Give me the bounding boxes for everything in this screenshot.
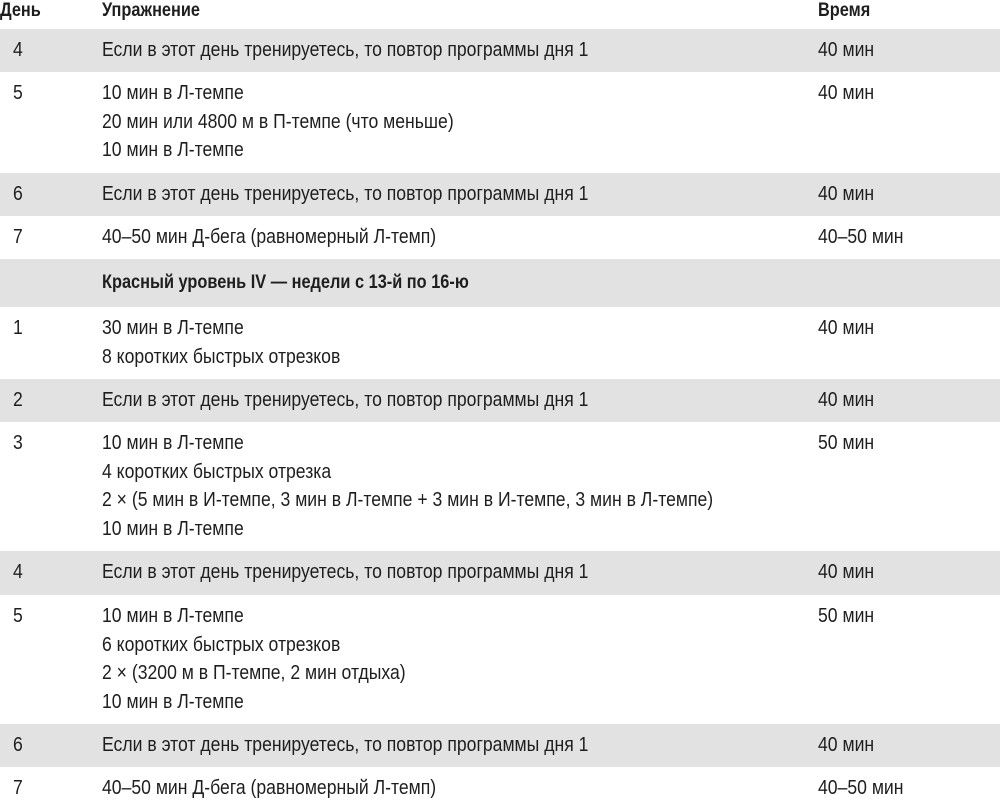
time-cell: 40 мин <box>818 39 875 61</box>
exercise-line: 10 мин в Л-темпе <box>102 691 244 714</box>
header-exercise: Упражнение <box>102 0 201 21</box>
exercise-line: Если в этот день тренируетесь, то повтор программы дня 1 <box>102 561 589 583</box>
day-cell: 7 <box>13 226 23 248</box>
exercise-line: 10 мин в Л-темпе <box>102 432 244 454</box>
exercise-line: 8 коротких быстрых отрезков <box>102 345 341 368</box>
table-row <box>0 307 1000 379</box>
day-cell: 3 <box>13 432 23 454</box>
time-cell: 40 мин <box>818 389 875 411</box>
time-cell: 40 мин <box>818 317 875 339</box>
exercise-line: 40–50 мин Д-бега (равномерный Л-темп) <box>102 777 437 799</box>
time-cell: 40 мин <box>818 82 875 104</box>
table-header <box>0 0 1000 29</box>
exercise-line: Если в этот день тренируетесь, то повтор программы дня 1 <box>102 734 589 756</box>
time-cell: 40 мин <box>818 183 875 205</box>
day-cell: 5 <box>13 82 23 104</box>
exercise-line: Если в этот день тренируетесь, то повтор программы дня 1 <box>102 183 589 205</box>
table-row <box>0 72 1000 173</box>
day-cell: 5 <box>13 605 23 627</box>
exercise-cell <box>102 429 713 544</box>
day-cell: 6 <box>13 183 23 205</box>
exercise-line: 2 × (3200 м в П-темпе, 2 мин отдыха) <box>102 662 406 685</box>
time-cell: 40 мин <box>818 561 875 583</box>
table-row <box>0 216 1000 259</box>
time-cell: 50 мин <box>818 432 875 454</box>
exercise-cell <box>102 602 406 717</box>
table-row <box>0 551 1000 595</box>
exercise-line: 10 мин в Л-темпе <box>102 605 244 627</box>
time-cell: 40–50 мин <box>818 226 904 248</box>
day-cell: 6 <box>13 734 23 756</box>
exercise-line: 20 мин или 4800 м в П-темпе (что меньше) <box>102 110 454 133</box>
exercise-line: 40–50 мин Д-бега (равномерный Л-темп) <box>102 226 437 248</box>
section-row <box>0 259 1000 307</box>
exercise-line: 6 коротких быстрых отрезков <box>102 633 341 656</box>
exercise-line: Если в этот день тренируетесь, то повтор программы дня 1 <box>102 389 589 411</box>
time-cell: 40 мин <box>818 734 875 756</box>
day-cell: 7 <box>13 777 23 799</box>
exercise-line: Если в этот день тренируетесь, то повтор программы дня 1 <box>102 39 589 61</box>
exercise-line: 10 мин в Л-темпе <box>102 139 244 162</box>
exercise-cell <box>102 36 588 65</box>
exercise-cell <box>102 731 588 760</box>
day-cell: 1 <box>13 317 23 339</box>
exercise-cell <box>102 79 454 165</box>
exercise-line: 10 мин в Л-темпе <box>102 82 244 104</box>
exercise-cell <box>102 558 588 587</box>
day-cell: 2 <box>13 389 23 411</box>
exercise-line: 4 коротких быстрых отрезка <box>102 460 332 483</box>
table-row <box>0 173 1000 216</box>
exercise-cell <box>102 386 588 415</box>
table-row <box>0 724 1000 767</box>
exercise-cell <box>102 223 436 252</box>
exercise-cell <box>102 774 436 803</box>
section-title: Красный уровень IV — недели с 13-й по 16-ю <box>102 272 469 293</box>
table-row <box>0 422 1000 551</box>
header-time: Время <box>818 0 871 21</box>
time-cell: 40–50 мин <box>818 777 904 799</box>
table-row <box>0 379 1000 422</box>
table-row <box>0 595 1000 724</box>
exercise-cell <box>102 180 588 209</box>
exercise-cell <box>102 314 340 371</box>
exercise-line: 30 мин в Л-темпе <box>102 317 244 339</box>
day-cell: 4 <box>13 39 23 61</box>
time-cell: 50 мин <box>818 605 875 627</box>
exercise-line: 2 × (5 мин в И-темпе, 3 мин в Л-темпе + 3 мин в И-темпе, 3 мин в Л-темпе) <box>102 489 714 512</box>
table-row <box>0 767 1000 807</box>
table-row <box>0 29 1000 72</box>
exercise-line: 10 мин в Л-темпе <box>102 518 244 541</box>
header-day: День <box>0 0 41 21</box>
day-cell: 4 <box>13 561 23 583</box>
